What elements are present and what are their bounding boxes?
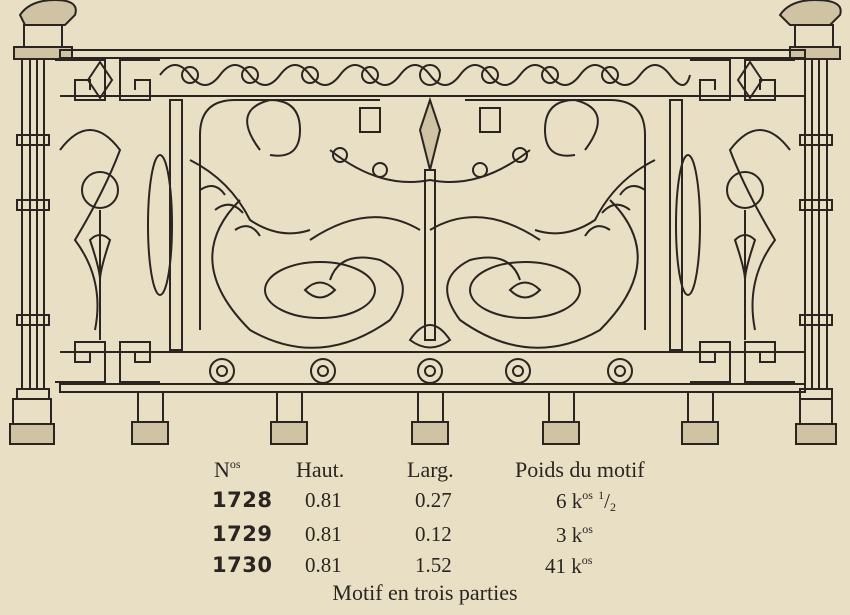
row-poids: 6 $k^{os}$ $^1/_2$	[556, 488, 617, 514]
column-header-nos: $N^{os}$	[214, 457, 241, 482]
column-header-poids: Poids du motif	[515, 457, 645, 482]
row-haut: 0.81	[305, 488, 342, 512]
row-number: 1729	[212, 522, 273, 546]
footnote: Motif en trois parties	[332, 580, 518, 605]
spec-table	[0, 455, 850, 615]
table-row	[0, 553, 850, 583]
row-poids: 3 $k^{os}$	[556, 522, 593, 547]
row-number: 1728	[212, 488, 273, 512]
column-header-larg: Larg.	[407, 457, 454, 482]
row-poids: 41 $k^{os}$	[545, 553, 593, 578]
row-larg: 1.52	[415, 553, 452, 577]
table-header-row	[0, 457, 850, 487]
row-haut: 0.81	[305, 522, 342, 546]
row-larg: 0.12	[415, 522, 452, 546]
row-haut: 0.81	[305, 553, 342, 577]
row-number: 1730	[212, 553, 273, 577]
table-row	[0, 522, 850, 552]
column-header-haut: Haut.	[296, 457, 345, 482]
table-row	[0, 488, 850, 518]
row-larg: 0.27	[415, 488, 452, 512]
